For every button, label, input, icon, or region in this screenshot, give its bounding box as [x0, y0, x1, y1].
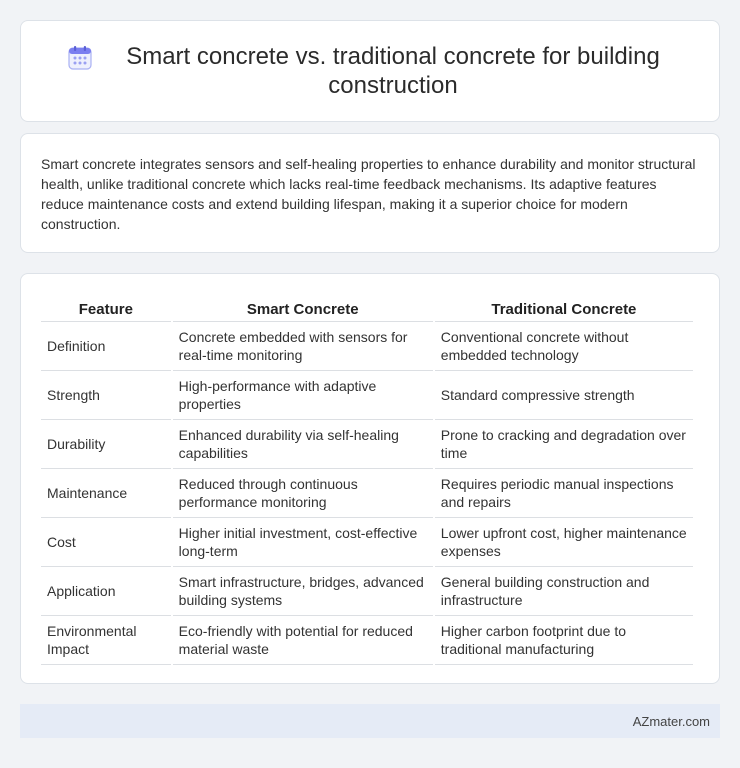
smart-cell: High-performance with adaptive properties: [173, 371, 433, 420]
traditional-cell: Requires periodic manual inspections and repairs: [435, 469, 693, 518]
title-card: [20, 20, 720, 122]
table-row: [41, 371, 693, 420]
summary-text: Smart concrete integrates sensors and self-healing properties to enhance durability and monitor structural health, unlike traditional concrete which lacks real-time feedback mechanisms. Its adaptive features reduce maintenance costs and extend building lifespan, making it a superior choice for modern construction.: [41, 156, 696, 232]
footer-brand: AZmater.com: [632, 713, 710, 729]
feature-cell: Cost: [41, 518, 171, 567]
smart-cell: Concrete embedded with sensors for real-time monitoring: [173, 322, 433, 371]
header-smart-concrete: Smart Concrete: [173, 294, 433, 322]
table-row: [41, 469, 693, 518]
feature-cell: Maintenance: [41, 469, 171, 518]
feature-cell: Definition: [41, 322, 171, 371]
table-row: [41, 322, 693, 371]
traditional-cell: Higher carbon footprint due to traditional manufacturing: [435, 616, 693, 665]
traditional-cell: Conventional concrete without embedded technology: [435, 322, 693, 371]
feature-cell: Durability: [41, 420, 171, 469]
comparison-card: [20, 273, 720, 684]
feature-cell: Strength: [41, 371, 171, 420]
traditional-cell: Lower upfront cost, higher maintenance expenses: [435, 518, 693, 567]
smart-cell: Enhanced durability via self-healing capabilities: [173, 420, 433, 469]
title-wrap: [67, 42, 673, 100]
feature-cell: Application: [41, 567, 171, 616]
table-header-row: [41, 294, 693, 322]
table-row: [41, 420, 693, 469]
traditional-cell: Prone to cracking and degradation over time: [435, 420, 693, 469]
header-feature: Feature: [41, 294, 171, 322]
smart-cell: Reduced through continuous performance monitoring: [173, 469, 433, 518]
smart-cell: Higher initial investment, cost-effective long-term: [173, 518, 433, 567]
header-traditional-concrete: Traditional Concrete: [435, 294, 693, 322]
table-row: [41, 616, 693, 665]
table-row: [41, 567, 693, 616]
footer-bar: [20, 704, 720, 738]
feature-cell: Environmental Impact: [41, 616, 171, 665]
table-row: [41, 518, 693, 567]
comparison-table: [39, 294, 695, 665]
page-title: Smart concrete vs. traditional concrete for building construction: [126, 43, 660, 99]
smart-cell: Eco-friendly with potential for reduced material waste: [173, 616, 433, 665]
traditional-cell: General building construction and infrastructure: [435, 567, 693, 616]
calendar-icon: [67, 45, 93, 71]
smart-cell: Smart infrastructure, bridges, advanced building systems: [173, 567, 433, 616]
traditional-cell: Standard compressive strength: [435, 371, 693, 420]
summary-card: [20, 133, 720, 253]
